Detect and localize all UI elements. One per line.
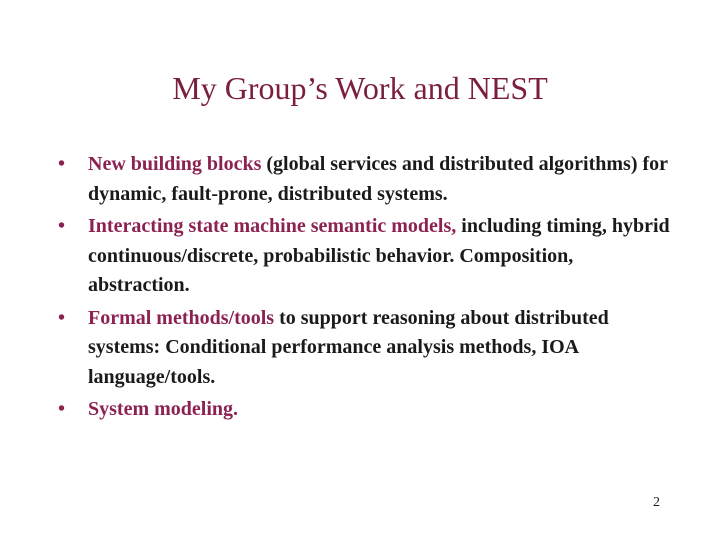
bullet-highlight: Formal methods/tools [88, 306, 275, 329]
bullet-highlight: System modeling. [88, 398, 238, 420]
bullet-list [58, 150, 678, 428]
slide-title: My Group’s Work and NEST [172, 70, 548, 106]
bullet-icon: • [58, 215, 66, 237]
bullet-item-system-modeling [58, 395, 678, 425]
bullet-item-formal-methods [58, 304, 678, 393]
page-number: 2 [653, 495, 660, 510]
bullet-icon: • [58, 306, 66, 329]
bullet-icon: • [58, 398, 66, 420]
bullet-highlight: Interacting state machine semantic models, [88, 215, 457, 237]
bullet-text: including timing, hybrid continuous/discrete, probabilistic behavior. Composition, abstraction. [88, 215, 670, 296]
bullet-text: (global services and distributed algorithms) for dynamic, fault-prone, distributed systems. [88, 153, 668, 205]
bullet-text: to support reasoning about distributed systems: Conditional performance analysis methods, IOA language/tools. [88, 306, 609, 388]
bullet-highlight: New building blocks [88, 153, 262, 175]
bullet-item-state-machine-models [58, 212, 678, 301]
bullet-item-building-blocks [58, 150, 678, 209]
bullet-icon: • [58, 153, 66, 175]
